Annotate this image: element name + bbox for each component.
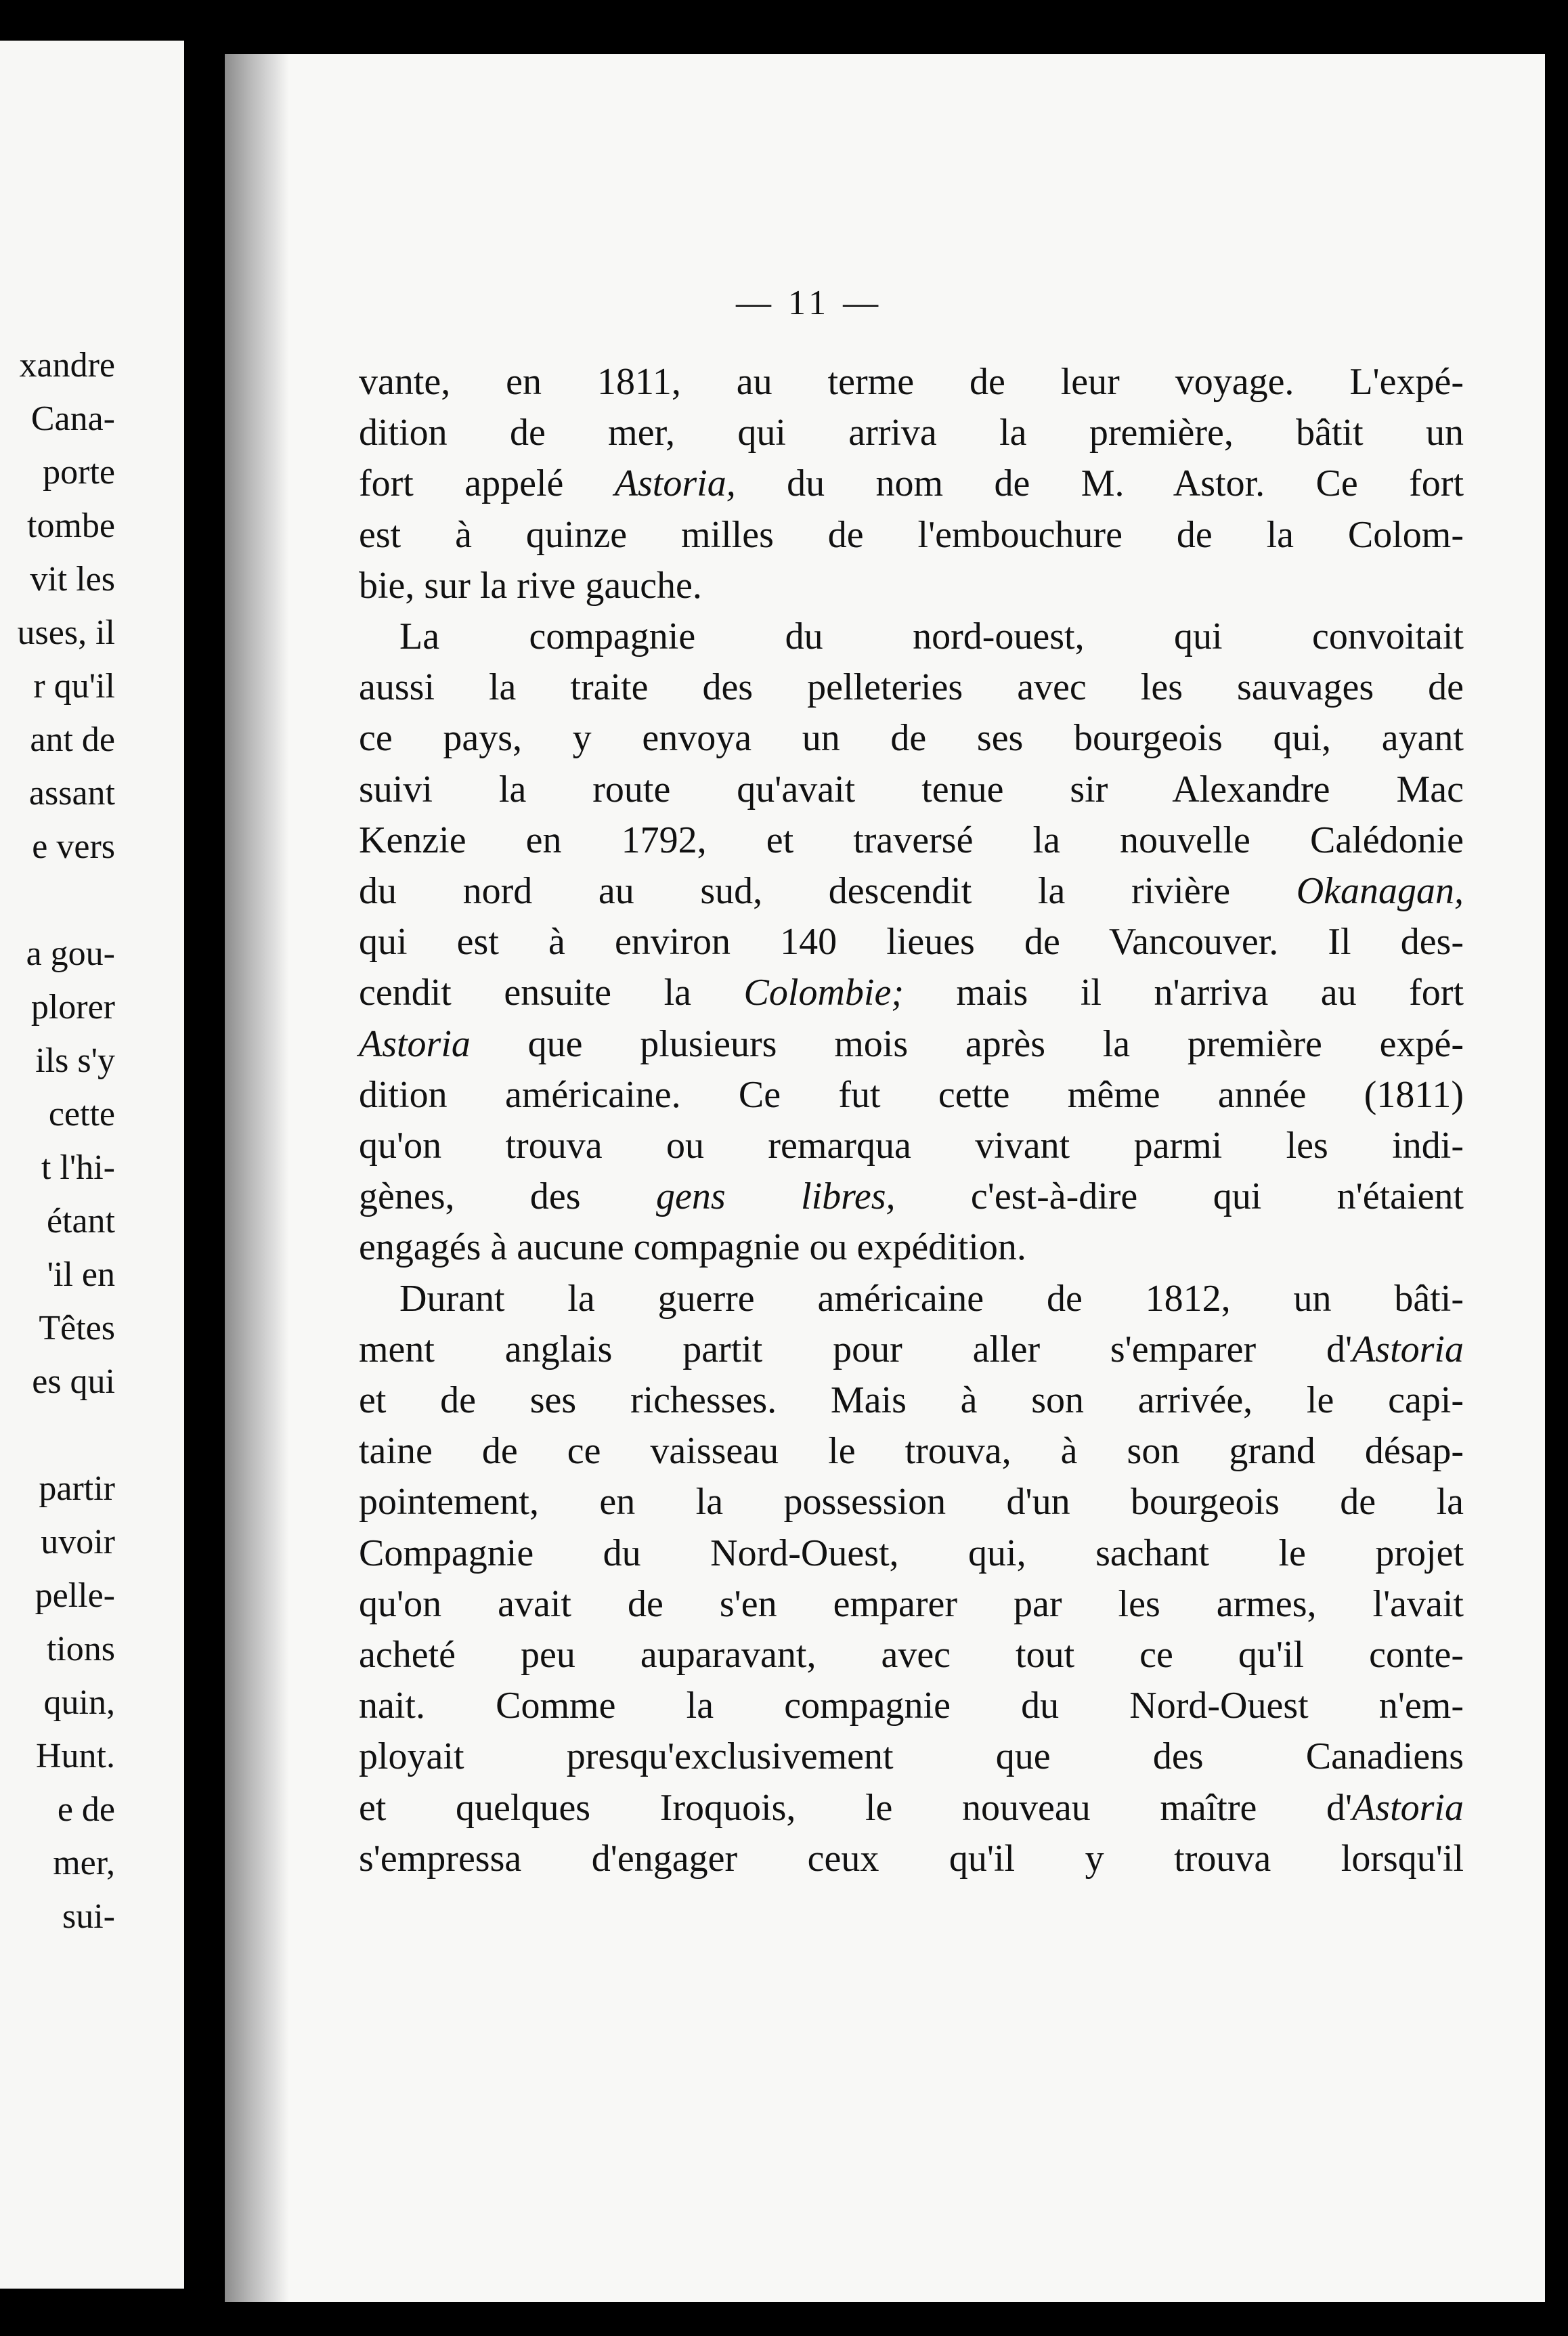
left-page-line: quin, [43, 1683, 115, 1722]
page-shadow [225, 54, 289, 2302]
left-page-line: partir [39, 1469, 115, 1508]
italic-text: gens libres, [655, 1175, 896, 1218]
left-page-line: cette [48, 1095, 115, 1133]
text-line: nait. Comme la compagnie du Nord-Ouest n'em- [359, 1685, 1464, 1727]
left-page-line: Hunt. [36, 1737, 115, 1775]
left-page-line: pelle- [35, 1576, 115, 1615]
text-line: pointement, en la possession d'un bourgeois de la [359, 1481, 1464, 1523]
text-line [359, 868, 1464, 914]
left-page-line: Têtes [39, 1309, 115, 1347]
text-line: ce pays, y envoya un de ses bourgeois qui, ayant [359, 717, 1464, 760]
left-page-line: tions [46, 1630, 115, 1668]
text-line: aussi la traite des pelleteries avec les sauvages de [359, 666, 1464, 709]
text-line: Compagnie du Nord-Ouest, qui, sachant le projet [359, 1532, 1464, 1574]
left-page-line: porte [43, 453, 115, 492]
text-span: cendit ensuite la [359, 972, 744, 1014]
text-span: et quelques Iroquois, le nouveau maître d' [359, 1786, 1353, 1829]
left-page-line: ant de [30, 720, 115, 759]
left-page-line: r qu'il [33, 667, 115, 706]
italic-text: Astoria [1352, 1328, 1464, 1370]
text-span: c'est-à-dire qui n'étaient [895, 1175, 1464, 1218]
page-number: — 11 — [736, 284, 883, 322]
text-line: qu'on avait de s'en emparer par les armes, l'avait [359, 1582, 1464, 1625]
text-line: engagés à aucune compagnie ou expédition. [359, 1226, 1026, 1269]
left-page-line: xandre [19, 346, 115, 385]
italic-text: Okanagan, [1296, 870, 1464, 912]
left-page-line: mer, [53, 1844, 115, 1882]
left-page-line: e de [57, 1790, 115, 1829]
left-page [0, 41, 184, 2289]
text-line: La compagnie du nord-ouest, qui convoitait [399, 615, 1464, 657]
left-page-line: ils s'y [35, 1041, 115, 1080]
text-line: est à quinze milles de l'embouchure de la Colom- [359, 513, 1464, 556]
text-span: que plusieurs mois après la première expé- [470, 1022, 1464, 1065]
italic-text: Astoria [359, 1022, 471, 1065]
text-line [359, 1785, 1464, 1831]
text-span: du nord au sud, descendit la rivière [359, 870, 1297, 912]
text-line: dition de mer, qui arriva la première, bâtit un [359, 412, 1464, 454]
left-page-line: plorer [30, 988, 115, 1026]
text-line [359, 1021, 1464, 1067]
text-span: mais il n'arriva au fort [903, 972, 1464, 1014]
text-line: dition américaine. Ce fut cette même année (1811) [359, 1073, 1464, 1116]
text-line: suivi la route qu'avait tenue sir Alexandre Mac [359, 768, 1464, 810]
left-page-line: tombe [27, 506, 115, 545]
text-line: acheté peu auparavant, avec tout ce qu'il conte- [359, 1634, 1464, 1676]
text-line [359, 460, 1464, 506]
text-line [359, 1173, 1464, 1219]
text-line: ployait presqu'exclusivement que des Canadiens [359, 1735, 1464, 1778]
italic-text: Astoria [1352, 1786, 1464, 1829]
text-span: ment anglais partit pour aller s'emparer d' [359, 1328, 1353, 1370]
text-span: fort appelé [359, 462, 615, 505]
text-line: Durant la guerre américaine de 1812, un bâti- [399, 1277, 1464, 1320]
left-page-line: t l'hi- [41, 1148, 115, 1187]
text-line: bie, sur la rive gauche. [359, 564, 702, 607]
italic-text: Colombie; [743, 972, 904, 1014]
text-span: du nom de M. Astor. Ce fort [735, 462, 1464, 505]
text-line: Kenzie en 1792, et traversé la nouvelle Calédonie [359, 819, 1464, 861]
left-page-line: Cana- [30, 399, 115, 438]
text-line: qu'on trouva ou remarqua vivant parmi les indi- [359, 1125, 1464, 1167]
text-line [359, 970, 1464, 1016]
left-page-line: e vers [32, 827, 115, 866]
text-line: taine de ce vaisseau le trouva, à son grand désap- [359, 1430, 1464, 1473]
left-page-line: sui- [62, 1897, 115, 1936]
left-page-line: étant [46, 1202, 115, 1240]
left-page-line: assant [28, 774, 115, 813]
italic-text: Astoria, [614, 462, 736, 505]
text-line [359, 1326, 1464, 1372]
text-line: qui est à environ 140 lieues de Vancouver. Il des- [359, 921, 1464, 964]
right-page [225, 54, 1545, 2302]
text-line: vante, en 1811, au terme de leur voyage. L'expé- [359, 361, 1464, 403]
book-gutter [184, 47, 225, 2289]
left-page-line: a gou- [26, 934, 115, 973]
left-page-line: vit les [30, 560, 115, 599]
left-page-line: uses, il [17, 613, 115, 652]
text-line: s'empressa d'engager ceux qu'il y trouva lorsqu'il [359, 1837, 1464, 1880]
left-page-line: es qui [32, 1362, 115, 1401]
left-page-line: uvoir [41, 1523, 115, 1561]
text-line: et de ses richesses. Mais à son arrivée, le capi- [359, 1379, 1464, 1421]
text-span: gènes, des [359, 1175, 656, 1218]
left-page-line: 'il en [47, 1255, 115, 1294]
